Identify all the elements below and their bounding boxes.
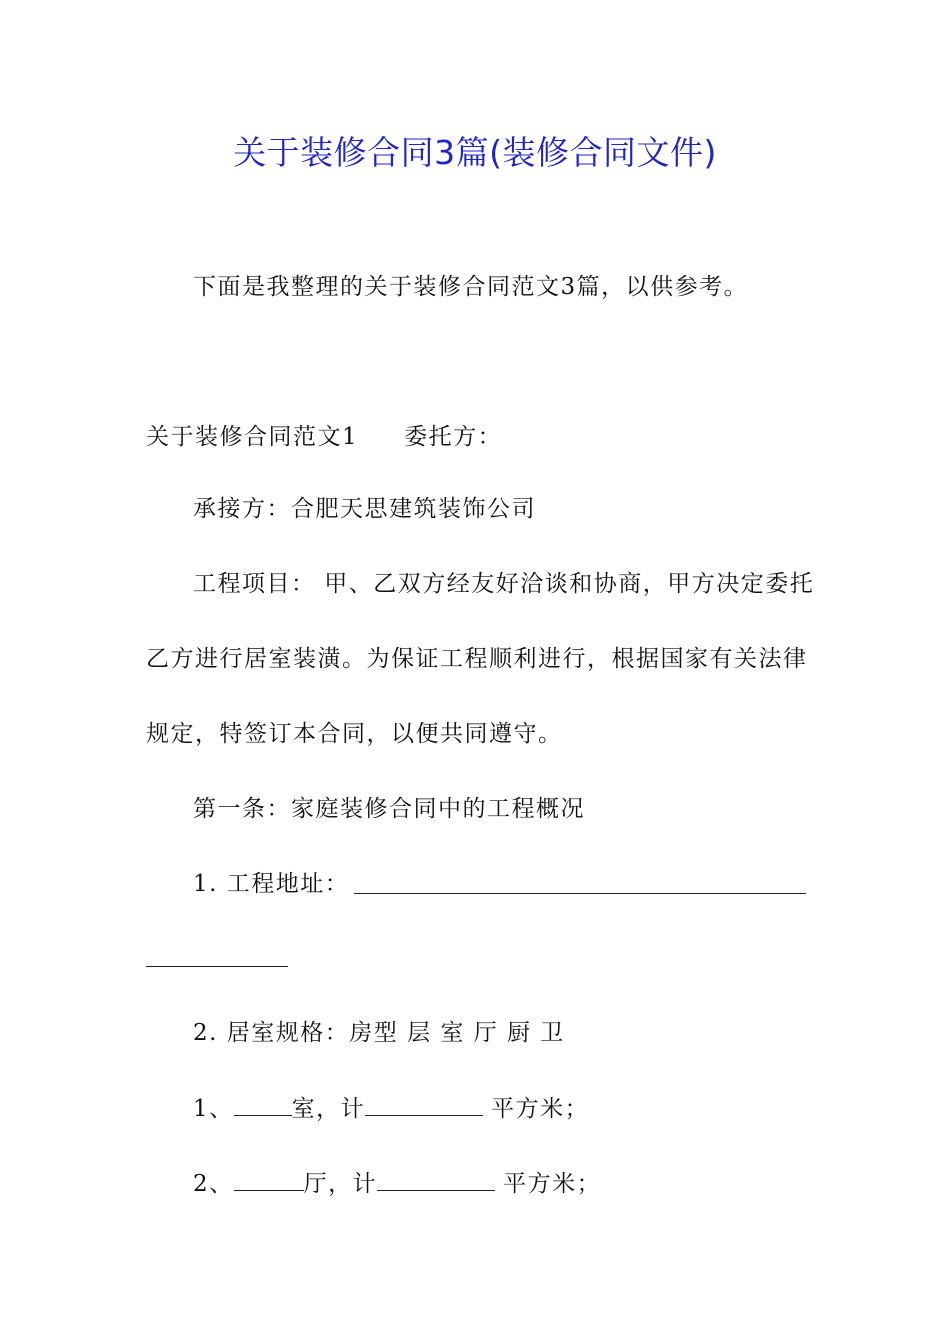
document-title: 关于装修合同3篇(装修合同文件): [233, 133, 717, 172]
project-line-3: 规定，特签订本合同，以便共同遵守。: [146, 721, 563, 747]
address-blank-continued: [146, 966, 288, 967]
hall-item-prefix: 2、: [193, 1171, 234, 1197]
client-label: 委托方：: [404, 424, 503, 450]
room-item-unit: 室，计: [291, 1096, 366, 1122]
room-item-line: [193, 1091, 589, 1126]
room-count-blank: [234, 1091, 292, 1116]
address-blank: [354, 893, 806, 894]
hall-item-line: [193, 1166, 601, 1201]
intro-paragraph: 下面是我整理的关于装修合同范文3篇，以供参考。: [193, 274, 749, 300]
hall-count-blank: [234, 1166, 304, 1191]
room-area-blank: [365, 1091, 483, 1116]
contractor-line: 承接方：合肥天思建筑装饰公司: [193, 496, 536, 522]
room-item-suffix: 平方米；: [491, 1096, 590, 1122]
hall-item-suffix: 平方米；: [503, 1171, 602, 1197]
hall-area-blank: [377, 1166, 495, 1191]
hall-item-unit: 厅，计: [303, 1171, 378, 1197]
room-spec-line: 2. 居室规格：房型 层 室 厅 厨 卫: [193, 1020, 565, 1046]
section-heading-line: [146, 420, 502, 454]
article-1-heading: 第一条：家庭装修合同中的工程概况: [193, 796, 585, 822]
address-line: [193, 867, 349, 901]
project-line-1: 工程项目： 甲、乙双方经友好洽谈和协商，甲方决定委托: [193, 571, 815, 597]
section-heading: 关于装修合同范文1: [146, 424, 359, 450]
project-line-2: 乙方进行居室装潢。为保证工程顺利进行，根据国家有关法律: [146, 646, 808, 672]
address-label: 1. 工程地址：: [193, 871, 350, 897]
room-item-prefix: 1、: [193, 1096, 234, 1122]
